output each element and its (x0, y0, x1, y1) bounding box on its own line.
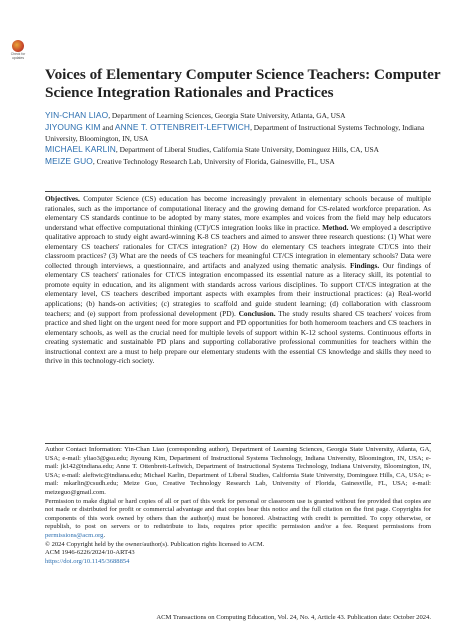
author-affiliation: , Creative Technology Research Lab, University of Florida, Gainesville, FL, USA (92, 157, 335, 167)
permissions-email-link[interactable]: permissions@acm.org (45, 531, 104, 539)
findings-label: Findings. (349, 260, 380, 270)
author-entry (45, 156, 440, 168)
author-affiliation: , Department of Learning Sciences, Georgia State University, Atlanta, GA, USA (108, 111, 346, 120)
findings-text: Our findings of elementary CS teachers' rationales for CT/CS integration encompassed its essential nature as a literacy skill, its potential to promote equity in education, and its alignment with standards across various disciplines. To support CT/CS integration at the elementary level, CS teachers described important aspects with examples from their instructional practices: (a) Real-world applications; (b) hands-on activities; (c) strategies to scaffold and guide student learning; (d) collaboration with classroom teachers; and (e) support from professional development (PD). (45, 260, 431, 318)
first-page-footnote (45, 446, 431, 566)
copyright-notice: © 2024 Copyright held by the owner/author(s). Publication rights licensed to ACM. (45, 540, 265, 548)
doi-link[interactable]: https://doi.org/10.1145/3688854 (45, 557, 130, 565)
journal-citation: ACM Transactions on Computing Education, Vol. 24, No. 4, Article 43. Publication date: October 2024. (156, 614, 431, 621)
objectives-text: Computer Science (CS) education has become increasingly prevalent in elementary schools because of multiple rationales, such as the importance of computational literacy and the growing demand for CS-related workforce preparation. As elementary CS standards continue to be adopted by many states, more examples and voices from the field may help educators understand what effective computational thinking (CT)/CS integration looks like in practice. (45, 194, 431, 232)
author-entry (45, 144, 440, 156)
crossmark-icon (12, 40, 24, 52)
permission-text: Permission to make digital or hard copies of all or part of this work for personal or classroom use is granted without fee provided that copies are not made or distributed for profit or commercial advantage and that copies bear this notice and the full citation on the first page. Copyrights for components of this work owned by others than the author(s) must be honored. Abstracting with credit is permitted. To copy otherwise, or republish, to post on servers or to redistribute to lists, requires prior specific permission and/or a fee. Request permissions from (45, 497, 431, 531)
author-name: JIYOUNG KIM (45, 121, 101, 132)
author-list (45, 110, 440, 168)
author-joiner: and (100, 122, 115, 132)
footer-rule (45, 443, 431, 444)
permission-notice (45, 498, 431, 541)
check-for-updates-badge[interactable] (8, 40, 28, 64)
method-label: Method. (322, 222, 349, 232)
author-name: MICHAEL KARLIN (45, 144, 116, 155)
conclusion-label: Conclusion. (238, 308, 276, 318)
issn-line: ACM 1946-6226/2024/10-ART43 (45, 549, 135, 557)
abstract (45, 194, 431, 366)
author-entry (45, 122, 440, 145)
author-affiliation: , Department of Liberal Studies, California State University, Dominguez Hills, CA, USA (115, 145, 379, 155)
author-entry (45, 110, 440, 122)
permission-end: . (103, 531, 106, 539)
author-name: MEIZE GUO (45, 156, 93, 167)
author-affiliation: , Department of Instructional Systems Technology, Indiana University, Bloomington, IN, USA (45, 122, 425, 143)
author-name: ANNE T. OTTENBREIT-LEFTWICH (114, 121, 251, 132)
abstract-top-rule (45, 191, 431, 192)
badge-caption: Check for updates (10, 52, 26, 60)
author-contact-info: Author Contact Information: Yin-Chan Liao (corresponding author), Department of Learning Sciences, Georgia State University, Atlanta, GA, USA; e-mail: yliao3@gsu.edu; Jiyoung Kim, Department of Instructional Systems Technology, Indiana University, Bloomington, IN, USA; e-mail: jk142@indiana.edu; Anne T. Ottenbreit-Leftwich, Department of Instructional Systems Technology, Indiana University, Bloomington, IN, USA; e-mail: aleftwic@indiana.edu; Michael Karlin, Department of Liberal Studies, California State University, Dominguez Hills, CA, USA; e-mail: mkarlin@csudh.edu; Meize Guo, Creative Technology Research Lab, University of Florida, Gainesville, FL, USA; e-mail: meizeguo@gmail.com. (45, 446, 431, 496)
author-name: YIN-CHAN LIAO (45, 110, 109, 120)
objectives-label: Objectives. (45, 194, 80, 203)
conclusion-text: The study results shared CS teachers' voices from practice and shed light on the urgent need for more support and PD opportunities for both homeroom teachers and CS teachers in elementary schools, as well as the crucial need for multiple levels of support within K-12 school systems. Continuous efforts in creating systematic and sustainable PD plans and supporting collaborative professional communities for teachers within the instructional context are a must to help prepare our elementary students with the essential CS knowledge and skills they need to thrive in this technology-rich society. (45, 308, 431, 366)
paper-title: Voices of Elementary Computer Science Teachers: Computer Science Integration Rationales and Practices (45, 66, 441, 101)
method-text: We employed a descriptive qualitative approach to study eight award-winning K-8 CS teachers and aimed to answer three research questions: (1) What were elementary CS teachers' rationales for CT/CS integration? (2) How do elementary CS teachers integrate CT/CS into their classroom practices? (3) What are the needs of CS teachers for meaningful CT/CS integration in elementary schools? Data were collected through interviews, a questionnaire, and artifacts and analyzed using thematic analysis. (45, 222, 431, 270)
